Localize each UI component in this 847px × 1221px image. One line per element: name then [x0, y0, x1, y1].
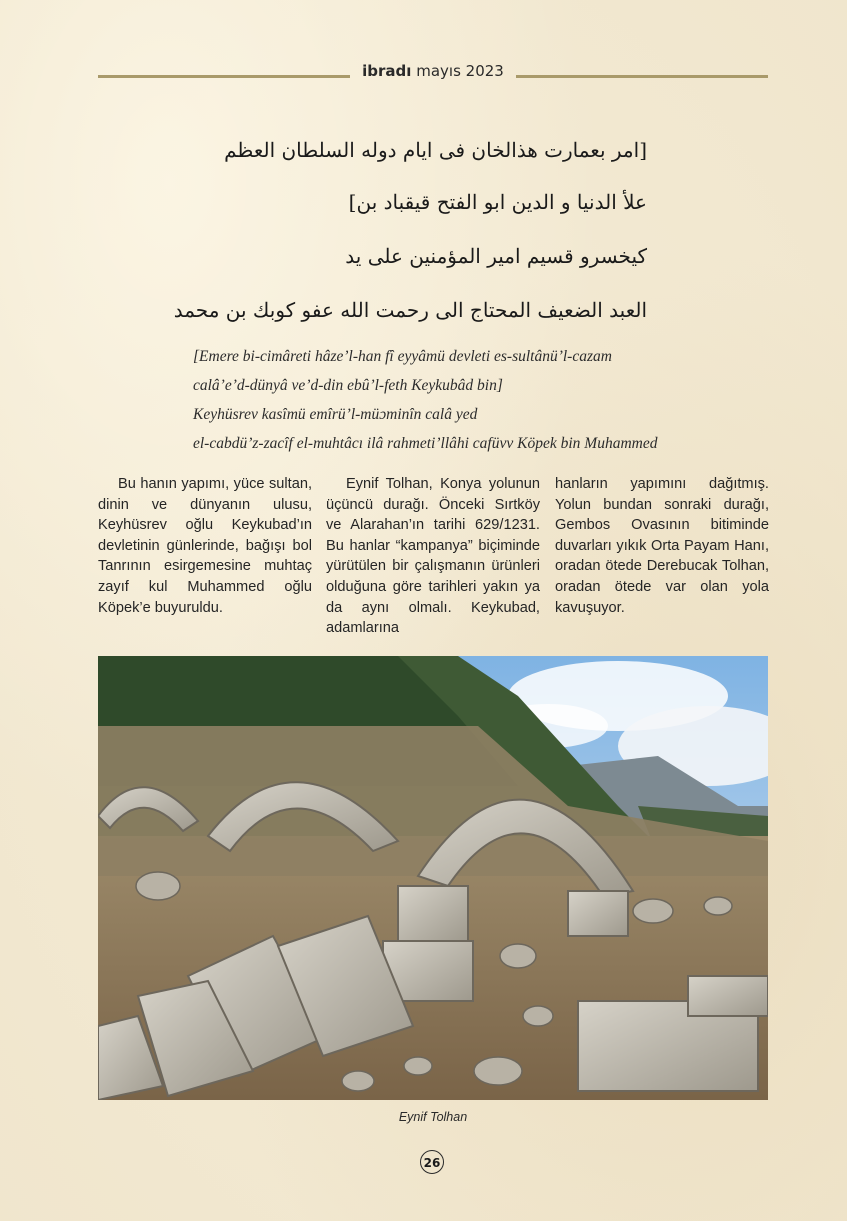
body-column-3 — [555, 474, 769, 618]
arabic-line: علأ الدنيا و الدين ابو الفتح قيقباد بن] — [348, 190, 647, 214]
transliteration-line: el-cabdü’z-zacîf el-muhtâcı ilâ rahmeti’llâhi cafüvv Köpek bin Muhammed — [193, 435, 658, 452]
body-column-2 — [326, 474, 540, 639]
transliteration-line: Keyhüsrev kasîmü emîrü’l-müɔminîn calâ yed — [193, 406, 478, 423]
body-paragraph: hanların yapımını dağıtmış. Yolun bundan sonraki durağı, Gembos Ovasının bitiminde duvarları yıkık Orta Payam Hanı, oradan ötede Derebucak Tolhan, oradan ötede var olan yola kavuşuyor. — [555, 476, 769, 616]
body-paragraph: Eynif Tolhan, Konya yolunun üçüncü durağı. Önceki Sırtköy ve Alarahan’ın tarihi 629/1231. Bu hanlar “kampanya” biçiminde yürütülen bir çalışmanın ürünleri olduğuna göre tarihleri yakın ya da aynı olmalı. Keykubad, adamlarına — [326, 476, 540, 637]
photo-caption: Eynif Tolhan — [398, 1110, 468, 1124]
arabic-line: كيخسرو قسيم امير المؤمنين على يد — [345, 244, 647, 268]
header-rule-left — [98, 75, 350, 78]
header-rule-right — [516, 75, 768, 78]
arabic-line: [امر بعمارت هذالخان فى ايام دوله السلطان العظم — [224, 138, 647, 162]
ruin-photo — [98, 656, 768, 1100]
page-header — [98, 62, 768, 86]
page-number: 26 — [420, 1150, 444, 1174]
photo-illustration — [98, 656, 768, 1100]
header-title — [356, 62, 510, 80]
body-column-1 — [98, 474, 312, 618]
magazine-brand: ibradı — [362, 62, 412, 80]
body-paragraph: Bu hanın yapımı, yüce sultan, dinin ve dünyanın ulusu, Keyhüsrev oğlu Keykubad’ın devletinin günlerinde, bağışı bol Tanrının esirgemesine muhtaç zayıf kul Muhammed oğlu Köpek’e buyuruldu. — [98, 476, 312, 616]
transliteration-line: calâ’e’d-dünyâ ve’d-din ebû’l-feth Keykubâd bin] — [193, 377, 503, 394]
transliteration-line: [Emere bi-cimâreti hâze’l-han fî eyyâmü devleti es-sultânü’l-cazam — [193, 348, 612, 365]
issue-date: mayıs 2023 — [416, 62, 504, 80]
arabic-line: العبد الضعيف المحتاج الى رحمت الله عفو كوبك بن محمد — [173, 298, 647, 322]
